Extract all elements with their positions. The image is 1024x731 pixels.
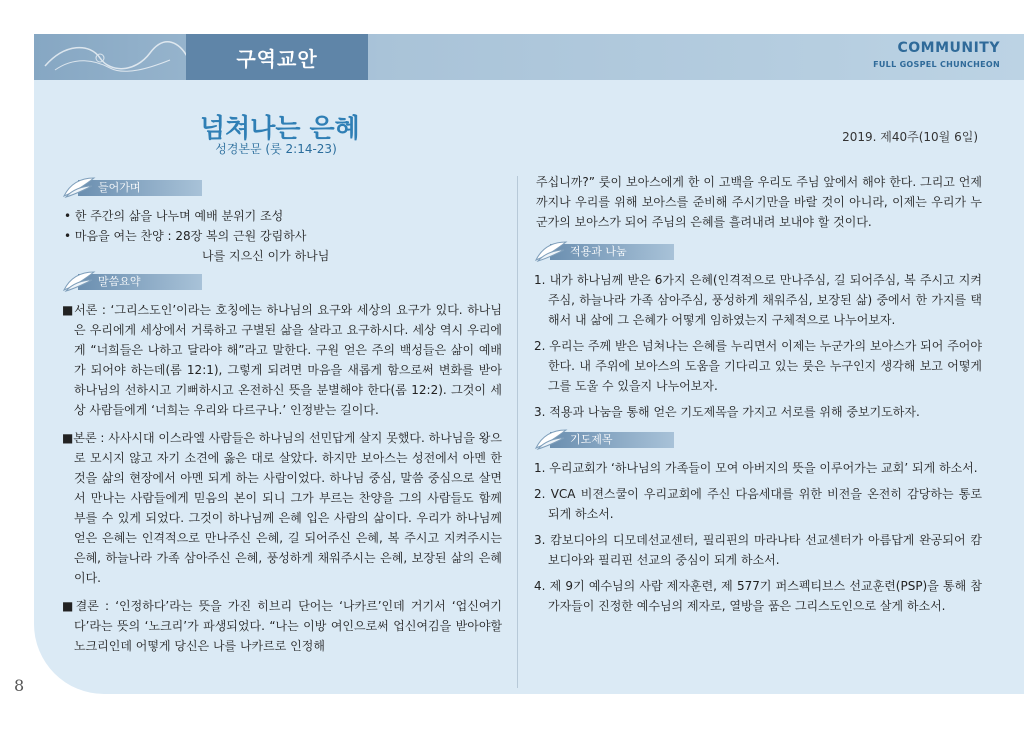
scripture-reference: 성경본문 (룻 2:14-23) bbox=[215, 142, 337, 156]
brand-subname: FULL GOSPEL CHUNCHEON bbox=[873, 60, 1000, 69]
leaf-icon bbox=[62, 176, 96, 198]
intro-item: • 마음을 여는 찬양 : 28장 복의 근원 강림하사 bbox=[64, 229, 307, 243]
leaf-icon bbox=[534, 428, 568, 450]
prayer-item: 2. VCA 비젼스쿨이 우리교회에 주신 다음세대를 위한 비전을 온전히 감당하는 통로 되게 하소서. bbox=[534, 487, 982, 521]
summary-paragraph: ■결론 : ‘인정하다’라는 뜻을 가진 히브리 단어는 ‘나카르’인데 거기서 ‘업신여기다’라는 뜻의 ‘노크리’가 파생되었다. “나는 이방 여인으로써 업신여김을 받아야할 노크리인데 어떻게 당신은 나를 나카르로 인정해 bbox=[62, 599, 502, 653]
section-heading-label: 적용과 나눔 bbox=[550, 244, 674, 260]
section-heading-label: 들어가며 bbox=[78, 180, 202, 196]
page-number: 8 bbox=[14, 676, 25, 695]
intro-item: • 한 주간의 삶을 나누며 예배 분위기 조성 bbox=[64, 209, 284, 223]
section-heading-intro bbox=[62, 176, 202, 198]
section-heading-prayer bbox=[534, 428, 674, 450]
section-tab-label: 구역교안 bbox=[236, 46, 318, 71]
section-heading-label: 기도제목 bbox=[550, 432, 674, 448]
section-heading-label: 말씀요약 bbox=[78, 274, 202, 290]
summary-paragraph: ■본론 : 사사시대 이스라엘 사람들은 하나님의 선민답게 살지 못했다. 하나님을 왕으로 모시지 않고 자기 소견에 옳은 대로 살았다. 하지만 보아스는 성전에서 아멘 한 것을 삶의 현장에서 아멘 되게 하는 사람이었다. 하나님 중심, 말씀 중심으로 살면서 만나는 사람들에게 믿음의 본이 되니 그가 부르는 찬양을 그의 사람들도 함께 부를 수 있게 되었다. 그것이 하나님께 은혜 입은 사람의 삶이다. 우리가 하나님께 얻은 은혜는 인격적으로 만나주신 은혜, 길 되어주신 은혜, 복 주시고 지켜주시는 은혜, 하늘나라 가족 삼아주신 은혜, 풍성하게 채워주시는 은혜, 보장된 삶의 은혜이다. bbox=[62, 431, 502, 585]
prayer-item: 1. 우리교회가 ‘하나님의 가족들이 모여 아버지의 뜻을 이루어가는 교회’ 되게 하소서. bbox=[534, 461, 978, 475]
brand-name: COMMUNITY bbox=[897, 40, 1000, 56]
lesson-date: 2019. 제40주(10월 6일) bbox=[842, 130, 978, 144]
leaf-icon bbox=[534, 240, 568, 262]
section-tab bbox=[186, 34, 368, 80]
column-divider bbox=[517, 176, 518, 688]
section-heading-summary bbox=[62, 270, 202, 292]
apply-item: 2. 우리는 주께 받은 넘쳐나는 은혜를 누리면서 이제는 누군가의 보아스가 되어 주어야 한다. 내 주위에 보아스의 도움을 기다리고 있는 룻은 누구인지 생각해 보고 어떻게 그를 도울 수 있을지 나누어보자. bbox=[534, 339, 982, 393]
lesson-title: 넘쳐나는 은혜 bbox=[200, 114, 360, 144]
prayer-item: 3. 캄보디아의 디모데선교센터, 필리핀의 마라나타 선교센터가 아름답게 완공되어 캄보디아와 필리핀 선교의 중심이 되게 하소서. bbox=[534, 533, 982, 567]
right-column bbox=[534, 172, 982, 622]
summary-paragraph: ■서론 : ‘그리스도인’이라는 호칭에는 하나님의 요구와 세상의 요구가 있다. 하나님은 우리에게 세상에서 거룩하고 구별된 삶을 살라고 요구하시다. 세상 역시 우리에게 “너희들은 나하고 달라야 해”라고 말한다. 구원 얻은 주의 백성들은 삶이 예배가 되어야 하는데(롬 12:1), 그렇게 되려면 마음을 새롭게 함으로써 변화를 받아 하나님의 선하시고 기뻐하시고 온전하신 뜻을 분별해야 한다(롬 12:2). 그것이 세상 사람들에게 ‘너희는 우리와 다르구나.’ 인정받는 길이다. bbox=[62, 303, 502, 417]
leaf-icon bbox=[62, 270, 96, 292]
summary-continued: 주십니까?” 룻이 보아스에게 한 이 고백을 우리도 주님 앞에서 해야 한다. 그리고 언제까지나 우리를 위해 보아스를 준비해 주시기만을 바랄 것이 아니라, 이제는 우리가 누군가의 보아스가 되어 주님의 은혜를 흘려내려 보내야 할 것이다. bbox=[536, 175, 982, 229]
swirl-ornament-icon bbox=[40, 38, 190, 78]
prayer-item: 4. 제 9기 예수님의 사람 제자훈련, 제 577기 퍼스펙티브스 선교훈련(PSP)을 통해 참가자들이 진정한 예수님의 제자로, 열방을 품은 그리스도인으로 살게 하소서. bbox=[534, 579, 982, 613]
apply-item: 3. 적용과 나눔을 통해 얻은 기도제목을 가지고 서로를 위해 중보기도하자. bbox=[534, 405, 920, 419]
apply-item: 1. 내가 하나님께 받은 6가지 은혜(인격적으로 만나주심, 길 되어주심, 복 주시고 지켜주심, 하늘나라 가족 삼아주심, 풍성하게 채워주심, 보장된 삶) 중에서 한 가지를 택해서 내 삶에 그 은혜가 어떻게 임하였는지 구체적으로 나누어보자. bbox=[534, 273, 982, 327]
brand-block bbox=[873, 40, 1000, 69]
section-heading-apply bbox=[534, 240, 674, 262]
intro-item-continued: 나를 지으신 이가 하나님 bbox=[202, 249, 330, 263]
left-column bbox=[62, 172, 502, 664]
